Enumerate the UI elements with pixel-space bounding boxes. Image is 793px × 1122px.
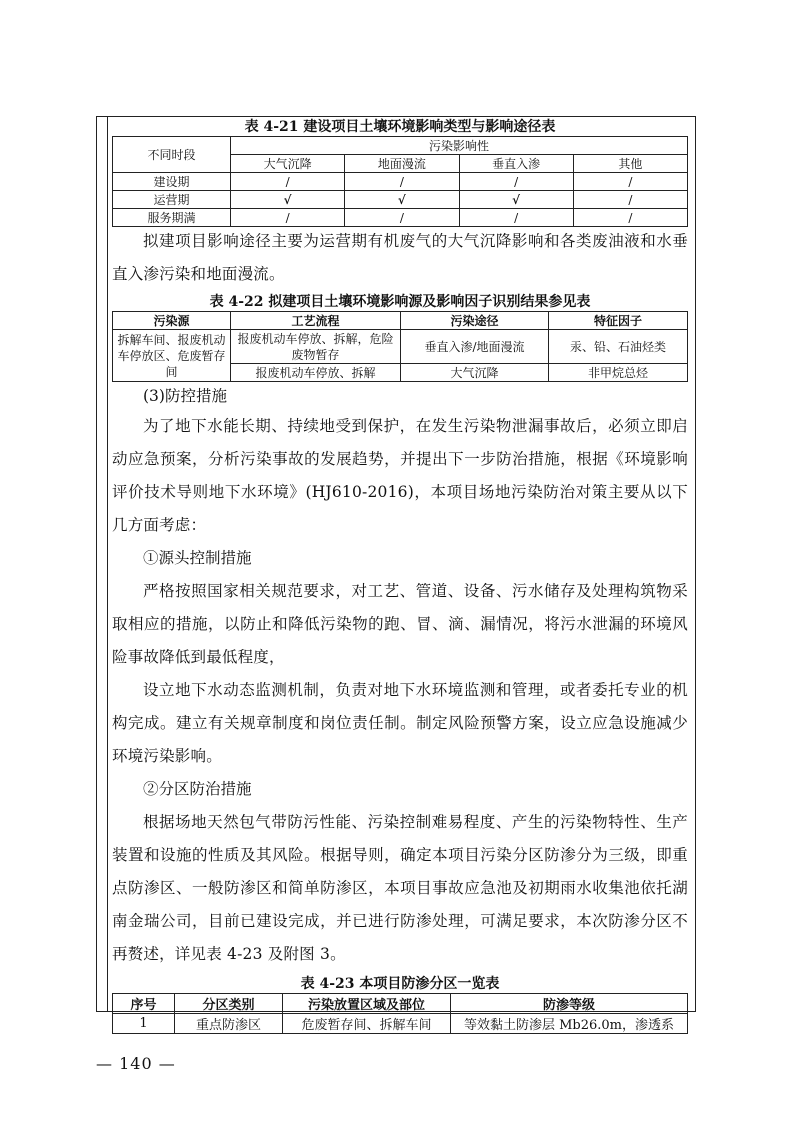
section-heading: (3)防控措施	[143, 387, 227, 405]
frame-inner-rule	[107, 117, 108, 1011]
cell: /	[345, 209, 459, 227]
paragraph: 根据场地天然包气带防污性能、污染控制难易程度、产生的污染物特性、生产装置和设施的性质及其风险。根据导则，确定本项目污染分区防渗分为三级，即重点防渗区、一般防渗区和简单防渗区，本项目事故应急池及初期雨水收集池依托湖南金瑞公司，目前已建设完成，并已进行防渗处理，可满足要求，本次防渗分区不再赘述，详见表 4-23 及附图 3。	[112, 813, 688, 963]
cell: 危废暂存间、拆解车间	[283, 1014, 451, 1034]
cell: /	[573, 173, 687, 191]
cell: 非甲烷总烃	[549, 364, 688, 382]
header-cell: 工艺流程	[231, 312, 401, 330]
cell: 大气沉降	[401, 364, 549, 382]
paragraph: 拟建项目影响途径主要为运营期有机废气的大气沉降影响和各类废油液和水垂直入渗污染和地面漫流。	[112, 232, 688, 283]
period-cell: 服务期满	[113, 209, 231, 227]
source-cell: 拆解车间、报废机动车停放区、危废暂存间	[113, 330, 231, 382]
subheader: 地面漫流	[345, 155, 459, 173]
cell: √	[459, 191, 573, 209]
cell: 报废机动车停放、拆解，危险废物暂存	[231, 330, 401, 364]
cell: /	[459, 209, 573, 227]
cell: 1	[113, 1014, 175, 1034]
cell: 等效黏土防渗层 Mb26.0m，渗透系	[451, 1014, 688, 1034]
table-4-22	[112, 311, 688, 382]
subsection-heading: ②分区防治措施	[143, 780, 252, 798]
cell: /	[459, 173, 573, 191]
cell: 重点防渗区	[175, 1014, 283, 1034]
subsection-heading: ①源头控制措施	[143, 549, 252, 567]
cell: 汞、铅、石油烃类	[549, 330, 688, 364]
table-4-21-caption: 表 4-21 建设项目土壤环境影响类型与影响途径表	[244, 119, 556, 135]
cell: /	[345, 173, 459, 191]
paragraph: 为了地下水能长期、持续地受到保护，在发生污染物泄漏事故后，必须立即启动应急预案，分析污染事故的发展趋势，并提出下一步防治措施，根据《环境影响评价技术导则地下水环境》(HJ610-2016)，本项目场地污染防治对策主要从以下几方面考虑：	[112, 417, 688, 534]
table-4-21	[112, 136, 688, 227]
table-row	[113, 1014, 688, 1034]
subheader: 其他	[573, 155, 687, 173]
page-number: — 140 —	[96, 1054, 176, 1073]
table-4-22-caption: 表 4-22 拟建项目土壤环境影响源及影响因子识别结果参见表	[209, 294, 591, 310]
header-cell: 特征因子	[549, 312, 688, 330]
table-row	[113, 209, 688, 227]
table-row	[113, 191, 688, 209]
header-cell: 污染放置区域及部位	[283, 994, 451, 1014]
cell: 垂直入渗/地面漫流	[401, 330, 549, 364]
cell: /	[231, 173, 345, 191]
cell: √	[231, 191, 345, 209]
table-row	[113, 330, 688, 364]
header-cell: 序号	[113, 994, 175, 1014]
col-period-header: 不同时段	[113, 137, 231, 173]
subheader: 垂直入渗	[459, 155, 573, 173]
cell: /	[573, 191, 687, 209]
cell: /	[231, 209, 345, 227]
cell: /	[573, 209, 687, 227]
cell: 报废机动车停放、拆解	[231, 364, 401, 382]
header-cell: 污染途径	[401, 312, 549, 330]
table-4-23-caption: 表 4-23 本项目防渗分区一览表	[300, 976, 500, 992]
subheader: 大气沉降	[231, 155, 345, 173]
paragraph: 设立地下水动态监测机制，负责对地下水环境监测和管理，或者委托专业的机构完成。建立有关规章制度和岗位责任制。制定风险预警方案，设立应急设施减少环境污染影响。	[112, 681, 688, 765]
header-cell: 防渗等级	[451, 994, 688, 1014]
paragraph: 严格按照国家相关规范要求，对工艺、管道、设备、污水储存及处理构筑物采取相应的措施，以防止和降低污染物的跑、冒、滴、漏情况，将污水泄漏的环境风险事故降低到最低程度，	[112, 582, 688, 666]
group-header: 污染影响性	[231, 137, 688, 155]
table-row	[113, 173, 688, 191]
content	[112, 118, 688, 1034]
header-cell: 分区类别	[175, 994, 283, 1014]
period-cell: 运营期	[113, 191, 231, 209]
period-cell: 建设期	[113, 173, 231, 191]
header-cell: 污染源	[113, 312, 231, 330]
cell: √	[345, 191, 459, 209]
table-4-23	[112, 993, 688, 1034]
